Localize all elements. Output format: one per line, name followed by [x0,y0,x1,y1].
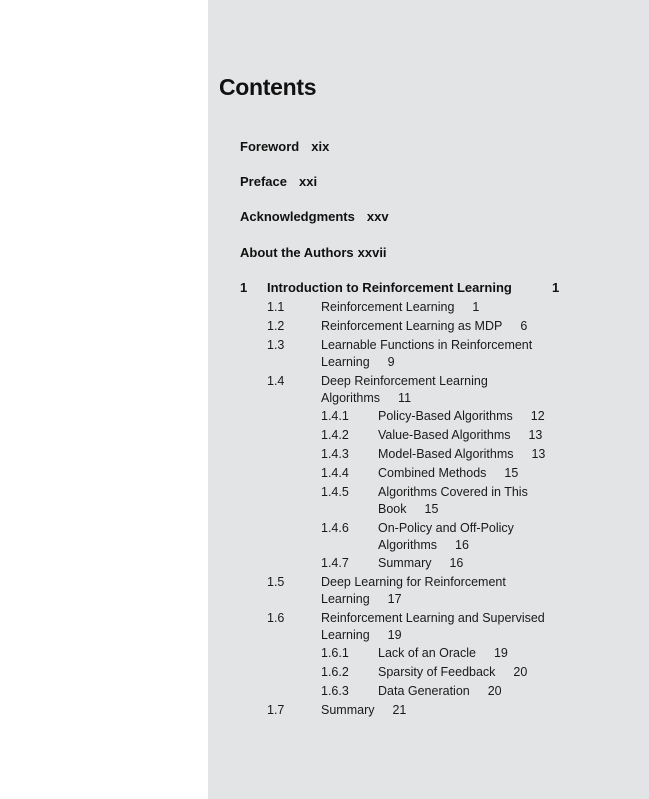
entry-page: 9 [387,355,395,369]
entry-number: 1.4.7 [321,556,349,570]
entry-page: 19 [493,646,508,660]
entry-title-line: Reinforcement Learning [321,300,455,314]
toc-acknowledgments[interactable] [240,209,389,224]
toc-label: Preface [240,174,287,189]
toc-label: Acknowledgments [240,209,355,224]
entry-page: 15 [424,502,439,516]
entry-title-line: Learning [321,355,370,369]
entry-title [378,446,545,463]
toc-page: xxvii [357,245,387,260]
entry-number: 1.2 [267,319,285,333]
toc-label: About the Authors [240,245,354,260]
entry-number: 1.7 [267,703,285,717]
entry-number: 1.6.1 [321,646,349,660]
toc-preface[interactable] [240,174,317,189]
entry-title [378,555,463,572]
entry-title-line: Combined Methods [378,466,487,480]
entry-page: 13 [528,428,543,442]
chapter-number: 1 [240,280,248,295]
entry-title-line: Reinforcement Learning and Supervised [321,611,545,625]
entry-title-line: Learning [321,628,370,642]
toc-page: xxi [298,174,318,189]
entry-number: 1.6.2 [321,665,349,679]
entry-page: 16 [455,538,469,552]
entry-title-line: Data Generation [378,684,470,698]
entry-number: 1.1 [267,300,285,314]
entry-title-line: Value-Based Algorithms [378,428,511,442]
entry-number: 1.4.3 [321,447,349,461]
entry-title [321,574,506,608]
entry-number: 1.3 [267,338,285,352]
entry-title [378,427,542,444]
entry-title-line: Summary [321,703,375,717]
entry-number: 1.4 [267,374,285,388]
toc-page: xxv [366,209,389,224]
entry-title-line: Algorithms Covered in This [378,485,528,499]
toc-about-authors[interactable] [240,245,387,260]
toc-label: Foreword [240,139,300,154]
entry-page: 17 [387,592,402,606]
entry-title-line: On-Policy and Off-Policy [378,521,514,535]
entry-page: 12 [530,409,545,423]
entry-title [321,610,545,644]
entry-title [378,408,545,425]
entry-page: 21 [392,703,407,717]
entry-title-line: Learnable Functions in Reinforcement [321,338,533,352]
entry-title [321,373,488,407]
entry-page: 1 [472,300,480,314]
entry-title-line: Policy-Based Algorithms [378,409,513,423]
entry-number: 1.4.2 [321,428,349,442]
entry-page: 20 [513,665,528,679]
entry-title [321,299,479,316]
chapter-title: Introduction to Reinforcement Learning [267,280,512,295]
entry-title-line: Sparsity of Feedback [378,665,496,679]
page-title: Contents [219,74,317,100]
entry-number: 1.6.3 [321,684,349,698]
entry-title-line: Summary [378,556,432,570]
entry-page: 19 [387,628,402,642]
entry-title [378,484,528,518]
entry-title-line: Deep Learning for Reinforcement [321,575,506,589]
entry-title-line: Model-Based Algorithms [378,447,514,461]
entry-page: 16 [449,556,464,570]
entry-page: 20 [487,684,502,698]
toc-foreword[interactable] [240,139,329,154]
entry-title [378,465,518,482]
entry-title-line: Deep Reinforcement Learning [321,374,488,388]
entry-title-line: Book [378,502,407,516]
entry-title [321,702,406,719]
entry-title [378,664,527,681]
entry-page: 11 [398,391,412,405]
entry-title [378,520,514,554]
entry-title-line: Algorithms [321,391,381,405]
entry-title-line: Algorithms [378,538,438,552]
entry-page: 6 [520,319,528,333]
entry-title-line: Learning [321,592,370,606]
entry-number: 1.4.4 [321,466,349,480]
entry-page: 15 [504,466,519,480]
entry-number: 1.5 [267,575,285,589]
toc-page: xix [311,139,330,154]
entry-number: 1.6 [267,611,285,625]
entry-title-line: Lack of an Oracle [378,646,476,660]
entry-number: 1.4.5 [321,485,349,499]
entry-title [321,318,527,335]
entry-number: 1.4.1 [321,409,349,423]
chapter-page: 1 [552,280,560,295]
entry-title [321,337,532,371]
entry-number: 1.4.6 [321,521,349,535]
entry-title [378,683,502,700]
entry-title-line: Reinforcement Learning as MDP [321,319,503,333]
entry-title [378,645,508,662]
entry-page: 13 [531,447,546,461]
